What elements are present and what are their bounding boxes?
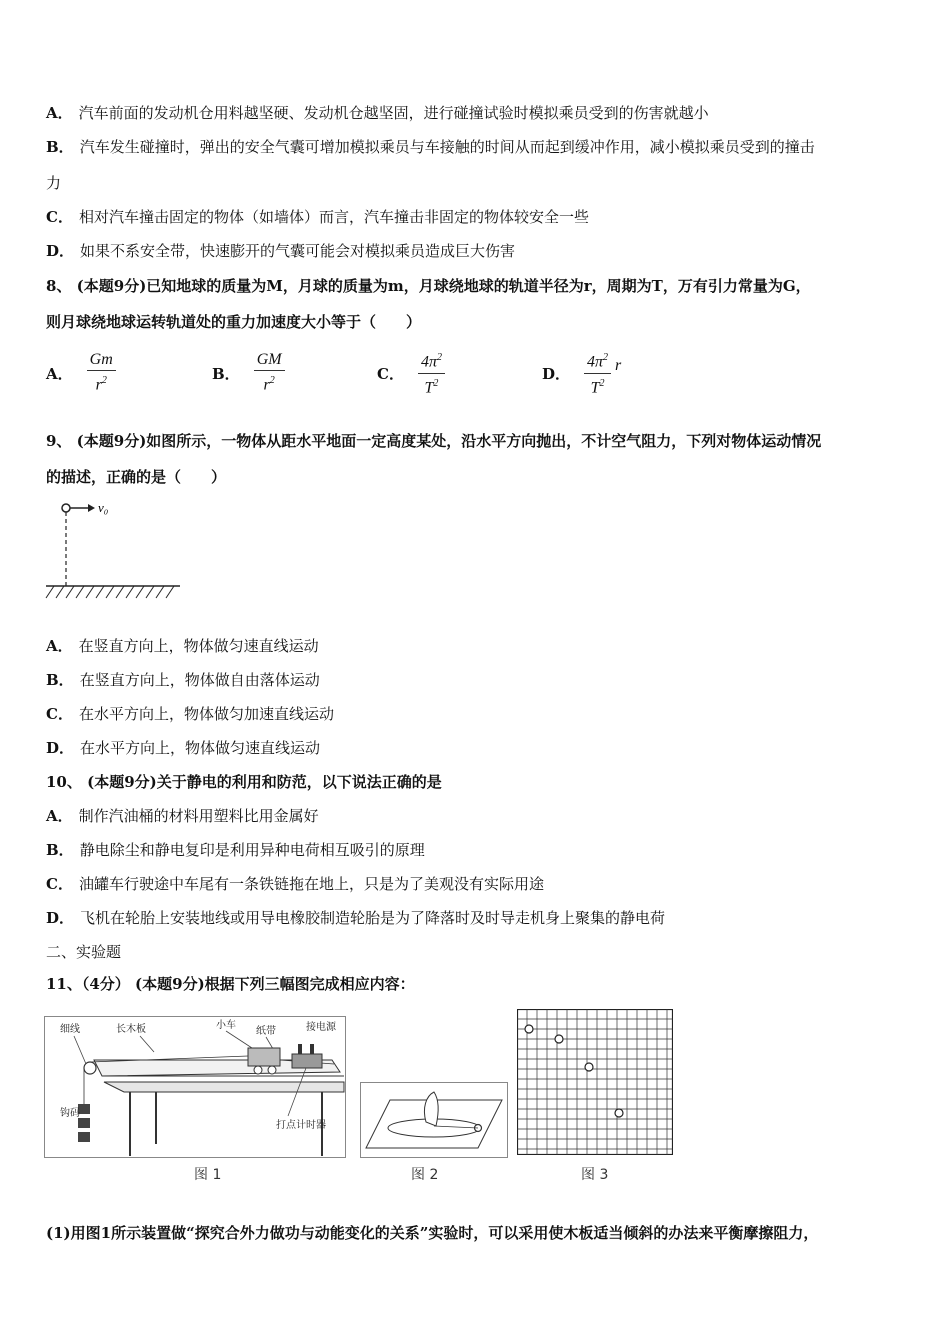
cart-body [248,1048,280,1066]
ball-icon [62,504,70,512]
label-weight-1: 钩码 [60,1108,80,1119]
q8-choice-a[interactable]: A． $\frac{Gm}{r^2}$ [46,348,116,398]
q9-option-a[interactable]: A． 在竖直方向上，物体做匀速直线运动 [46,637,319,655]
q8-choice-a-fraction: $\frac{Gm}{r^2}$ [87,350,116,395]
q10-option-b[interactable]: B． 静电除尘和静电复印是利用异种电荷相互吸引的原理 [46,841,425,859]
label-tape: 纸带 [256,1026,276,1037]
caption-figure-1: 图 1 [194,1167,222,1183]
q8-choice-d[interactable]: D． $\frac{4\pi^2}{T^2}$ r [542,348,621,398]
ground-hatching [46,586,174,598]
figure-1-apparatus [44,1016,346,1158]
figure-3-grid [517,1009,673,1155]
cart-wheel [268,1066,276,1074]
cart-wheel [254,1066,262,1074]
weight-block [78,1118,90,1128]
trajectory-point [615,1109,623,1117]
timer-device [292,1054,322,1068]
caption-figure-2: 图 2 [411,1167,439,1183]
q10-stem: 10、 (本题9分)关于静电的利用和防范，以下说法正确的是 [46,773,442,791]
power-terminal [298,1044,302,1054]
q8-choice-c-fraction: $\frac{4\pi^2}{T^2}$ [418,348,445,398]
caption-figure-3: 图 3 [581,1167,609,1183]
q10-option-a[interactable]: A． 制作汽油桶的材料用塑料比用金属好 [46,807,319,825]
q8-choice-b-fraction: $\frac{GM}{r^2}$ [254,350,285,395]
q8-choice-d-fraction: $\frac{4\pi^2}{T^2}$ [584,348,611,398]
q7-option-c: C． 相对汽车撞击固定的物体（如墙体）而言，汽车撞击非固定的物体较安全一些 [46,208,589,226]
velocity-label: v₀ [98,500,109,515]
section-title: 二、实验题 [46,943,122,961]
q8-stem-line1: 8、 (本题9分)已知地球的质量为M，月球的质量为m，月球绕地球的轨道半径为r，周期为T，万有引力常量为G， [46,277,811,295]
label-cart: 小车 [216,1020,236,1031]
q11-stem: 11、（4分） (本题9分)根据下列三幅图完成相应内容： [46,975,415,993]
grid-frame [518,1010,673,1155]
power-terminal [310,1044,314,1054]
label-power: 接电源 [306,1022,336,1033]
q10-option-d[interactable]: D． 飞机在轮胎上安装地线或用导电橡胶制造轮胎是为了降落时及时导走机身上聚集的静电荷 [46,909,666,927]
q8-stem-line2: 则月球绕地球运转轨道处的重力加速度大小等于（ ） [46,313,422,331]
q9-option-d[interactable]: D． 在水平方向上，物体做匀速直线运动 [46,739,321,757]
trajectory-point [555,1035,563,1043]
projectile-figure [44,496,184,604]
q10-option-c[interactable]: C． 油罐车行驶途中车尾有一条铁链拖在地上，只是为了美观没有实际用途 [46,875,544,893]
q8-choice-c[interactable]: C． $\frac{4\pi^2}{T^2}$ [377,348,445,398]
trajectory-point [585,1063,593,1071]
label-timer: 打点计时器 [276,1120,326,1131]
figure-2-circle [360,1082,508,1158]
arrow-head-icon [88,504,95,512]
q9-stem-line1: 9、 (本题9分)如图所示，一物体从距水平地面一定高度某处，沿水平方向抛出，不计空气阻力，下列对物体运动情况 [46,432,822,450]
q11-part1: (1)用图1所示装置做“探究合外力做功与动能变化的关系”实验时，可以采用使木板适当倾斜的办法来平衡摩擦阻力， [46,1224,819,1242]
q7-option-d: D． 如果不系安全带，快速膨开的气囊可能会对模拟乘员造成巨大伤害 [46,242,516,260]
q8-choice-b[interactable]: B． $\frac{GM}{r^2}$ [212,348,285,398]
q9-option-c[interactable]: C． 在水平方向上，物体做匀加速直线运动 [46,705,334,723]
label-board: 长木板 [116,1024,146,1035]
q7-option-b-continued: 力 [46,174,62,192]
trajectory-point [525,1025,533,1033]
pulley-icon [84,1062,96,1074]
q9-option-b[interactable]: B． 在竖直方向上，物体做自由落体运动 [46,671,320,689]
q7-option-b: B． 汽车发生碰撞时，弹出的安全气囊可增加模拟乘员与车接触的时间从而起到缓冲作用，减小模拟乘员受到的撞击 [46,138,815,156]
q7-option-a: A． 汽车前面的发动机仓用料越坚硬、发动机仓越坚固，进行碰撞试验时模拟乘员受到的伤害就越小 [46,104,709,122]
q9-stem-line2: 的描述，正确的是（ ） [46,468,227,486]
label-string: 细线 [60,1024,80,1035]
table-top [104,1082,344,1092]
weight-block [78,1132,90,1142]
